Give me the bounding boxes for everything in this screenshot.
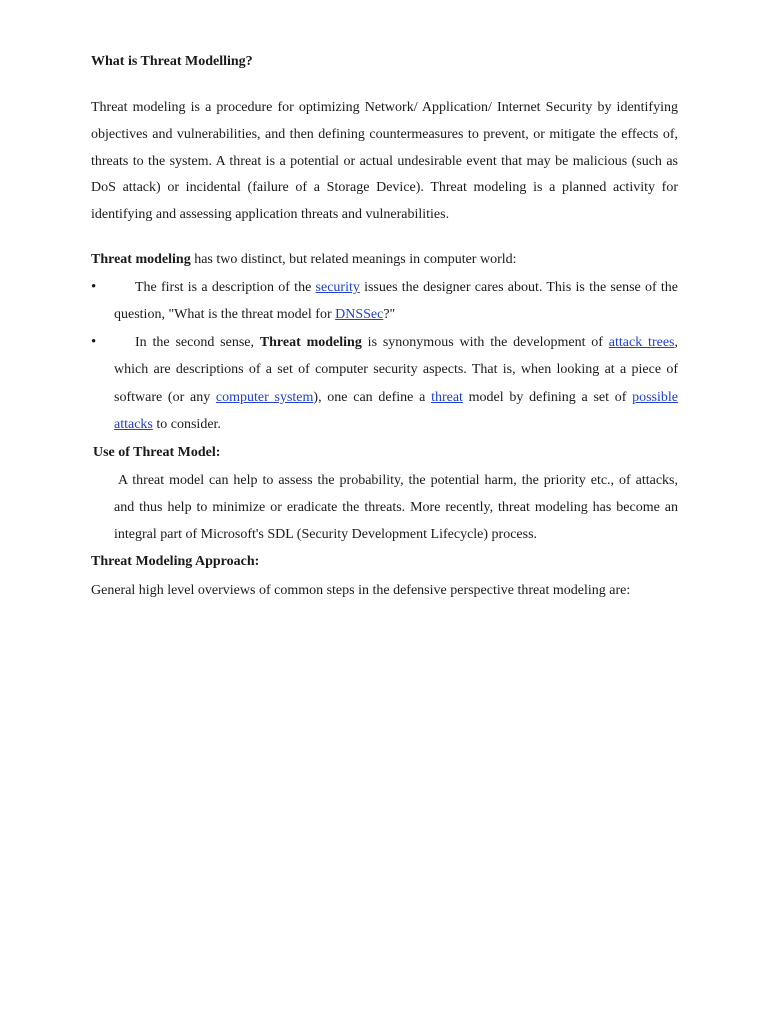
list-item <box>91 329 678 439</box>
bullet2-text-3: , which are descriptions of a set of computer security aspects. That is, when looking at a piece of software (or any <box>114 334 678 405</box>
bullet2-text-6: to consider. <box>152 417 221 433</box>
bullet2-text-2: is synonymous with the development of <box>361 334 609 350</box>
use-heading: Use of Threat Model: <box>93 444 221 460</box>
use-paragraph: A threat model can help to assess the probability, the potential harm, the priority etc., of attacks, and thus help to minimize or eradicate the threats. More recently, threat modeling has become an integral part of Microsoft's SDL (Security Development Lifecycle) process. <box>114 472 678 542</box>
approach-heading: Threat Modeling Approach: <box>91 554 260 570</box>
approach-paragraph: General high level overviews of common steps in the defensive perspective threat modeling are: <box>91 583 631 599</box>
meanings-text: has two distinct, but related meanings in computer world: <box>190 251 517 267</box>
meanings-list <box>91 274 678 439</box>
bullet1-text-3: ?" <box>383 307 396 323</box>
list-item <box>91 274 678 329</box>
meanings-bold-term: Threat modeling <box>91 251 191 267</box>
bullet-dot-icon: • <box>91 278 97 295</box>
link-attack-trees[interactable]: attack trees <box>608 334 675 350</box>
bullet2-text-4: ), one can define a <box>313 389 432 405</box>
bullet2-bold-term: Threat modeling <box>259 334 362 350</box>
link-dnssec[interactable]: DNSSec <box>335 307 384 323</box>
link-possible-attacks[interactable]: possible attacks <box>114 389 678 433</box>
bullet2-text-1: In the second sense, <box>135 334 260 350</box>
bullet1-text-1: The first is a description of the <box>135 279 316 295</box>
meanings-paragraph <box>91 247 678 274</box>
link-computer-system[interactable]: computer system <box>215 389 314 405</box>
bullet-dot-icon: • <box>91 333 97 350</box>
bullet2-text-5: model by defining a set of <box>462 389 633 405</box>
document-content <box>91 52 678 605</box>
link-threat[interactable]: threat <box>431 389 463 405</box>
link-security[interactable]: security <box>315 279 360 295</box>
document-title: What is Threat Modelling? <box>91 54 253 69</box>
bullet1-text-2: issues the designer cares about. This is the sense of the question, "What is the threat model for <box>114 279 678 323</box>
intro-paragraph: Threat modeling is a procedure for optimizing Network/ Application/ Internet Security by identifying objectives and vulnerabilities, and then defining countermeasures to prevent, or mitigate the effects of, threats to the system. A threat is a potential or actual undesirable event that may be malicious (such as DoS attack) or incidental (failure of a Storage Device). Threat modeling is a planned activity for identifying and assessing application threats and vulnerabilities. <box>91 100 678 223</box>
